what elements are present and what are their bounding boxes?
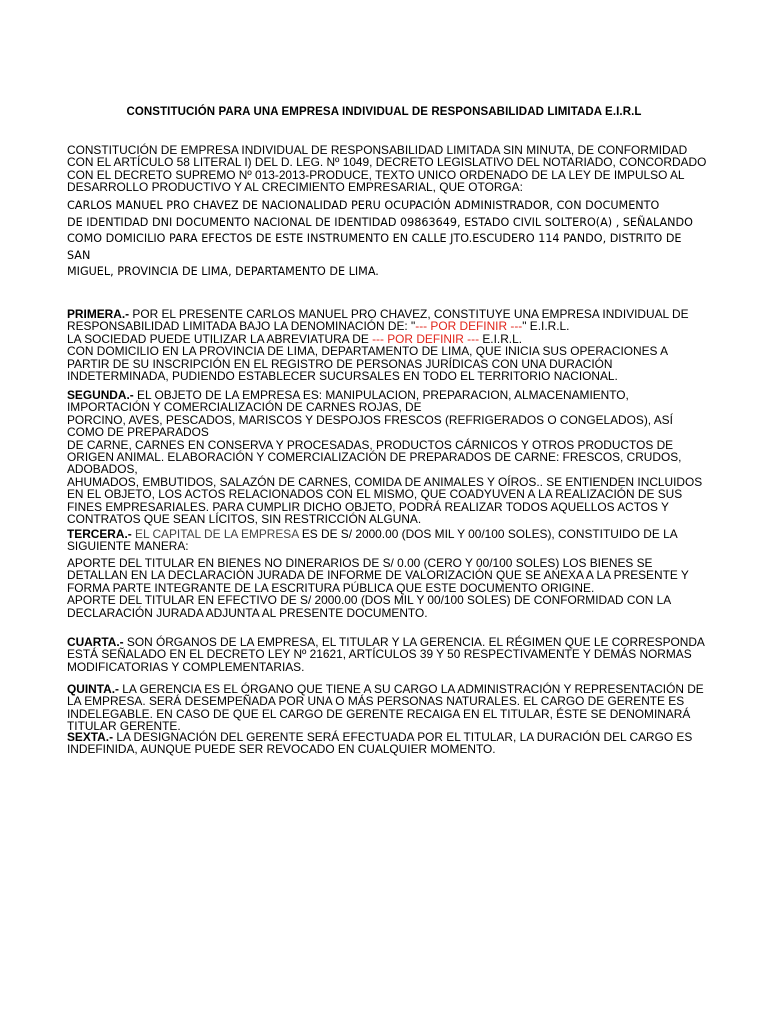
clause-text: " E.I.R.L. LA SOCIEDAD PUEDE UTILIZAR LA ABREVIATURA DE xyxy=(67,319,570,346)
clause-label: CUARTA.- xyxy=(67,635,124,649)
clause-label: SEGUNDA.- xyxy=(67,388,134,402)
document-title: CONSTITUCIÓN PARA UNA EMPRESA INDIVIDUAL DE RESPONSABILIDAD LIMITADA E.I.R.L xyxy=(126,106,642,118)
abbreviation-placeholder: --- POR DEFINIR --- xyxy=(372,331,480,346)
clause-label: PRIMERA.- xyxy=(67,307,130,321)
clause-text: SON ÓRGANOS DE LA EMPRESA, EL TITULAR Y LA GERENCIA. EL RÉGIMEN QUE LE CORRESPONDA ESTÁ SEÑALADO EN EL DECRETO LEY Nº 21621, ARTÍCULOS 39 Y 50 RESPECTIVAMENTE Y DEMÁS NORMAS MODIFICATORIAS Y COMPLEMENTARIAS. xyxy=(67,635,705,674)
clause-quinta xyxy=(67,683,707,733)
capital-label: EL CAPITAL DE LA EMPRESA xyxy=(131,527,299,541)
clause-text: POR EL PRESENTE CARLOS MANUEL PRO CHAVEZ, CONSTITUYE UNA EMPRESA INDIVIDUAL DE RESPONSABILIDAD LIMITADA BAJO LA DENOMINACIÓN DE: " xyxy=(67,307,689,334)
clause-tercera xyxy=(67,528,707,553)
party-paragraph: CARLOS MANUEL PRO CHAVEZ DE NACIONALIDAD PERU OCUPACIÓN ADMINISTRADOR, CON DOCUMENTO DE IDENTIDAD DNI DOCUMENTO NACIONAL DE IDENTIDAD 09863649, ESTADO CIVIL SOLTERO(A) , SEÑALANDO COMO DOMICILIO PARA EFECTOS DE ESTE INSTRUMENTO EN CALLE JTO.ESCUDERO 114 PANDO, DISTRITO DE SAN MIGUEL, PROVINCIA DE LIMA, DEPARTAMENTO DE LIMA. xyxy=(67,199,693,278)
denomination-placeholder: --- POR DEFINIR --- xyxy=(415,319,523,334)
clause-label: TERCERA.- xyxy=(67,527,132,541)
clause-text: LA DESIGNACIÓN DEL GERENTE SERÁ EFECTUADA POR EL TITULAR, LA DURACIÓN DEL CARGO ES INDEFINIDA, AUNQUE PUEDE SER REVOCADO EN CUALQUIER MOMENTO. xyxy=(67,730,693,757)
clause-label: QUINTA.- xyxy=(67,682,119,696)
clause-label: SEXTA.- xyxy=(67,730,114,744)
tercera-contributions: APORTE DEL TITULAR EN BIENES NO DINERARIOS DE S/ 0.00 (CERO Y 00/100 SOLES) LOS BIENES SE DETALLAN EN LA DECLARACIÓN JURADA DE INFORME DE VALORIZACIÓN QUE SE ANEXA A LA PRESENTE Y FORMA PARTE INTEGRANTE DE LA ESCRITURA PÚBLICA QUE ESTE DOCUMENTO ORIGINE. APORTE DEL TITULAR EN EFECTIVO DE S/ 2000.00 (DOS MIL Y 00/100 SOLES) DE CONFORMIDAD CON LA DECLARACIÓN JURADA ADJUNTA AL PRESENTE DOCUMENTO. xyxy=(67,556,689,620)
clause-primera xyxy=(67,308,707,382)
clause-cuarta xyxy=(67,636,707,673)
intro-paragraph: CONSTITUCIÓN DE EMPRESA INDIVIDUAL DE RESPONSABILIDAD LIMITADA SIN MINUTA, DE CONFORMIDAD CON EL ARTÍCULO 58 LITERAL I) DEL D. LEG. Nº 1049, DECRETO LEGISLATIVO DEL NOTARIADO, CONCORDADO CON EL DECRETO SUPREMO Nº 013-2013-PRODUCE, TEXTO UNICO ORDENADO DE LA LEY DE IMPULSO AL DESARROLLO PRODUCTIVO Y AL CRECIMIENTO EMPRESARIAL, QUE OTORGA: xyxy=(67,143,707,195)
clause-text: ES DE S/ 2000.00 (DOS MIL Y 00/100 SOLES), CONSTITUIDO DE LA SIGUIENTE MANERA: xyxy=(67,527,678,554)
clause-text: LA GERENCIA ES EL ÓRGANO QUE TIENE A SU CARGO LA ADMINISTRACIÓN Y REPRESENTACIÓN DE LA EMPRESA. SERÁ DESEMPEÑADA POR UNA O MÁS PERSONAS NATURALES. EL CARGO DE GERENTE ES INDELEGABLE. EN CASO DE QUE EL CARGO DE GERENTE RECAIGA EN EL TITULAR, ÉSTE SE DENOMINARÁ TITULAR GERENTE. xyxy=(67,682,704,734)
clause-sexta xyxy=(67,731,707,756)
clause-text: E.I.R.L. CON DOMICILIO EN LA PROVINCIA DE LIMA, DEPARTAMENTO DE LIMA, QUE INICIA SUS OPERACIONES A PARTIR DE SU INSCRIPCIÓN EN EL REGISTRO DE PERSONAS JURÍDICAS CON UNA DURACIÓN INDETERMINADA, PUDIENDO ESTABLECER SUCURSALES EN TODO EL TERRITORIO NACIONAL. xyxy=(67,331,669,384)
clause-text: EL OBJETO DE LA EMPRESA ES: MANIPULACION, PREPARACION, ALMACENAMIENTO, IMPORTACIÓN Y COMERCIALIZACIÓN DE CARNES ROJAS, DE PORCINO, AVES, PESCADOS, MARISCOS Y DESPOJOS FRESCOS (REFRIGERADOS O CONGELADOS), ASÍ COMO DE PREPARADOS DE CARNE, CARNES EN CONSERVA Y PROCESADAS, PRODUCTOS CÁRNICOS Y OTROS PRODUCTOS DE ORIGEN ANIMAL. ELABORACIÓN Y COMERCIALIZACIÓN DE PREPARADOS DE CARNE: FRESCOS, CRUDOS, ADOBADOS, AHUMADOS, EMBUTIDOS, SALAZÓN DE CARNES, COMIDA DE ANIMALES Y OÍROS.. SE ENTIENDEN INCLUIDOS EN EL OBJETO, LOS ACTOS RELACIONADOS CON EL MISMO, QUE COADYUVEN A LA REALIZACIÓN DE SUS FINES EMPRESARIALES. PARA CUMPLIR DICHO OBJETO, PODRÁ REALIZAR TODOS AQUELLOS ACTOS Y CONTRATOS QUE SEAN LÍCITOS, SIN RESTRICCIÓN ALGUNA. xyxy=(67,388,703,527)
clause-segunda xyxy=(67,389,707,525)
